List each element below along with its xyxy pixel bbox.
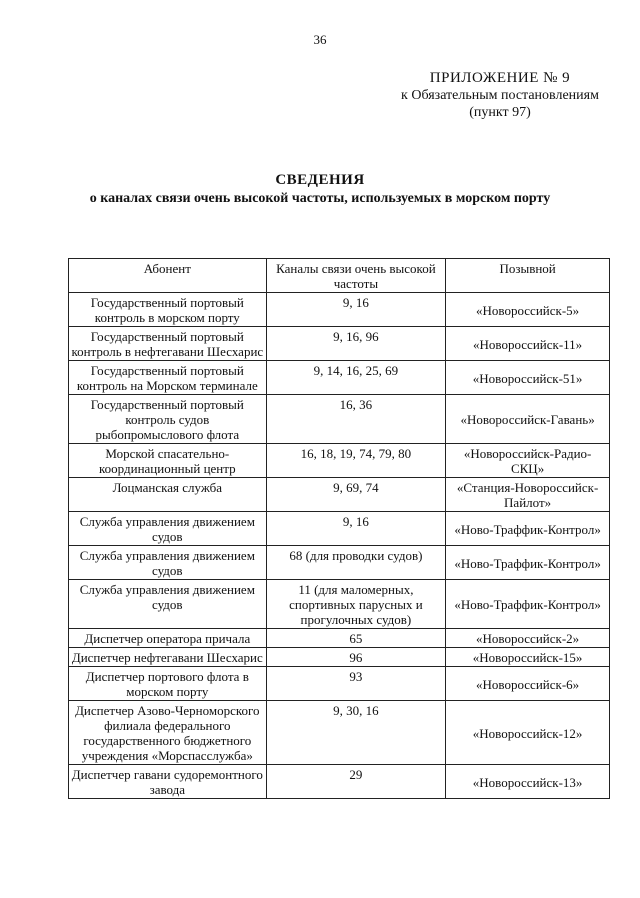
table-row	[69, 701, 610, 765]
appendix-line-2: (пункт 97)	[469, 105, 531, 120]
cell-callsign: «Новороссийск-Радио-СКЦ»	[446, 444, 610, 478]
cell-channels: 9, 16, 96	[266, 327, 446, 361]
cell-channels: 16, 36	[266, 395, 446, 444]
cell-channels: 29	[266, 765, 446, 799]
cell-channels: 9, 69, 74	[266, 478, 446, 512]
cell-subscriber: Государственный портовый контроль на Морском терминале	[69, 361, 267, 395]
cell-subscriber: Диспетчер гавани судоремонтного завода	[69, 765, 267, 799]
cell-callsign: «Ново-Траффик-Контрол»	[446, 512, 610, 546]
table-row	[69, 478, 610, 512]
table-row	[69, 293, 610, 327]
table-row	[69, 361, 610, 395]
appendix-title: ПРИЛОЖЕНИЕ № 9	[429, 70, 571, 86]
table-row	[69, 395, 610, 444]
cell-channels: 93	[266, 667, 446, 701]
table-header-row	[69, 259, 610, 293]
table-row	[69, 629, 610, 648]
cell-subscriber: Морской спасательно-координационный центр	[69, 444, 267, 478]
header-callsign: Позывной	[446, 259, 610, 293]
appendix-line-1: к Обязательным постановлениям	[401, 88, 599, 103]
cell-callsign: «Новороссийск-2»	[446, 629, 610, 648]
cell-callsign: «Новороссийск-13»	[446, 765, 610, 799]
cell-subscriber: Государственный портовый контроль в морском порту	[69, 293, 267, 327]
cell-channels: 9, 14, 16, 25, 69	[266, 361, 446, 395]
cell-channels: 9, 30, 16	[266, 701, 446, 765]
table-row	[69, 648, 610, 667]
document-heading	[0, 172, 640, 207]
table-row	[69, 546, 610, 580]
cell-channels: 9, 16	[266, 293, 446, 327]
cell-subscriber: Служба управления движением судов	[69, 512, 267, 546]
cell-subscriber: Диспетчер нефтегавани Шесхарис	[69, 648, 267, 667]
document-subtitle: о каналах связи очень высокой частоты, используемых в морском порту	[89, 191, 551, 206]
document-title: СВЕДЕНИЯ	[275, 172, 365, 188]
cell-subscriber: Диспетчер портового флота в морском порту	[69, 667, 267, 701]
appendix-block	[380, 70, 620, 121]
cell-subscriber: Диспетчер оператора причала	[69, 629, 267, 648]
cell-subscriber: Служба управления движением судов	[69, 546, 267, 580]
cell-callsign: «Новороссийск-12»	[446, 701, 610, 765]
header-channels: Каналы связи очень высокой частоты	[266, 259, 446, 293]
table-row	[69, 580, 610, 629]
table-row	[69, 512, 610, 546]
cell-callsign: «Новороссийск-11»	[446, 327, 610, 361]
table-row	[69, 327, 610, 361]
table-row	[69, 765, 610, 799]
table-row	[69, 667, 610, 701]
cell-channels: 65	[266, 629, 446, 648]
cell-subscriber: Лоцманская служба	[69, 478, 267, 512]
table-row	[69, 444, 610, 478]
cell-callsign: «Новороссийск-5»	[446, 293, 610, 327]
cell-callsign: «Новороссийск-Гавань»	[446, 395, 610, 444]
cell-channels: 11 (для маломерных, спортивных парусных и прогулочных судов)	[266, 580, 446, 629]
cell-channels: 68 (для проводки судов)	[266, 546, 446, 580]
cell-channels: 9, 16	[266, 512, 446, 546]
cell-subscriber: Государственный портовый контроль в нефтегавани Шесхарис	[69, 327, 267, 361]
cell-callsign: «Станция-Новороссийск-Пайлот»	[446, 478, 610, 512]
cell-channels: 96	[266, 648, 446, 667]
header-subscriber: Абонент	[69, 259, 267, 293]
cell-callsign: «Ново-Траффик-Контрол»	[446, 580, 610, 629]
cell-subscriber: Государственный портовый контроль судов рыбопромыслового флота	[69, 395, 267, 444]
cell-callsign: «Новороссийск-6»	[446, 667, 610, 701]
cell-subscriber: Служба управления движением судов	[69, 580, 267, 629]
cell-callsign: «Ново-Траффик-Контрол»	[446, 546, 610, 580]
cell-callsign: «Новороссийск-51»	[446, 361, 610, 395]
page-number: 36	[313, 32, 327, 47]
cell-channels: 16, 18, 19, 74, 79, 80	[266, 444, 446, 478]
table-body	[69, 293, 610, 799]
cell-callsign: «Новороссийск-15»	[446, 648, 610, 667]
channels-table	[68, 258, 610, 799]
cell-subscriber: Диспетчер Азово-Черноморского филиала федерального государственного бюджетного учреждения «Морспасслужба»	[69, 701, 267, 765]
